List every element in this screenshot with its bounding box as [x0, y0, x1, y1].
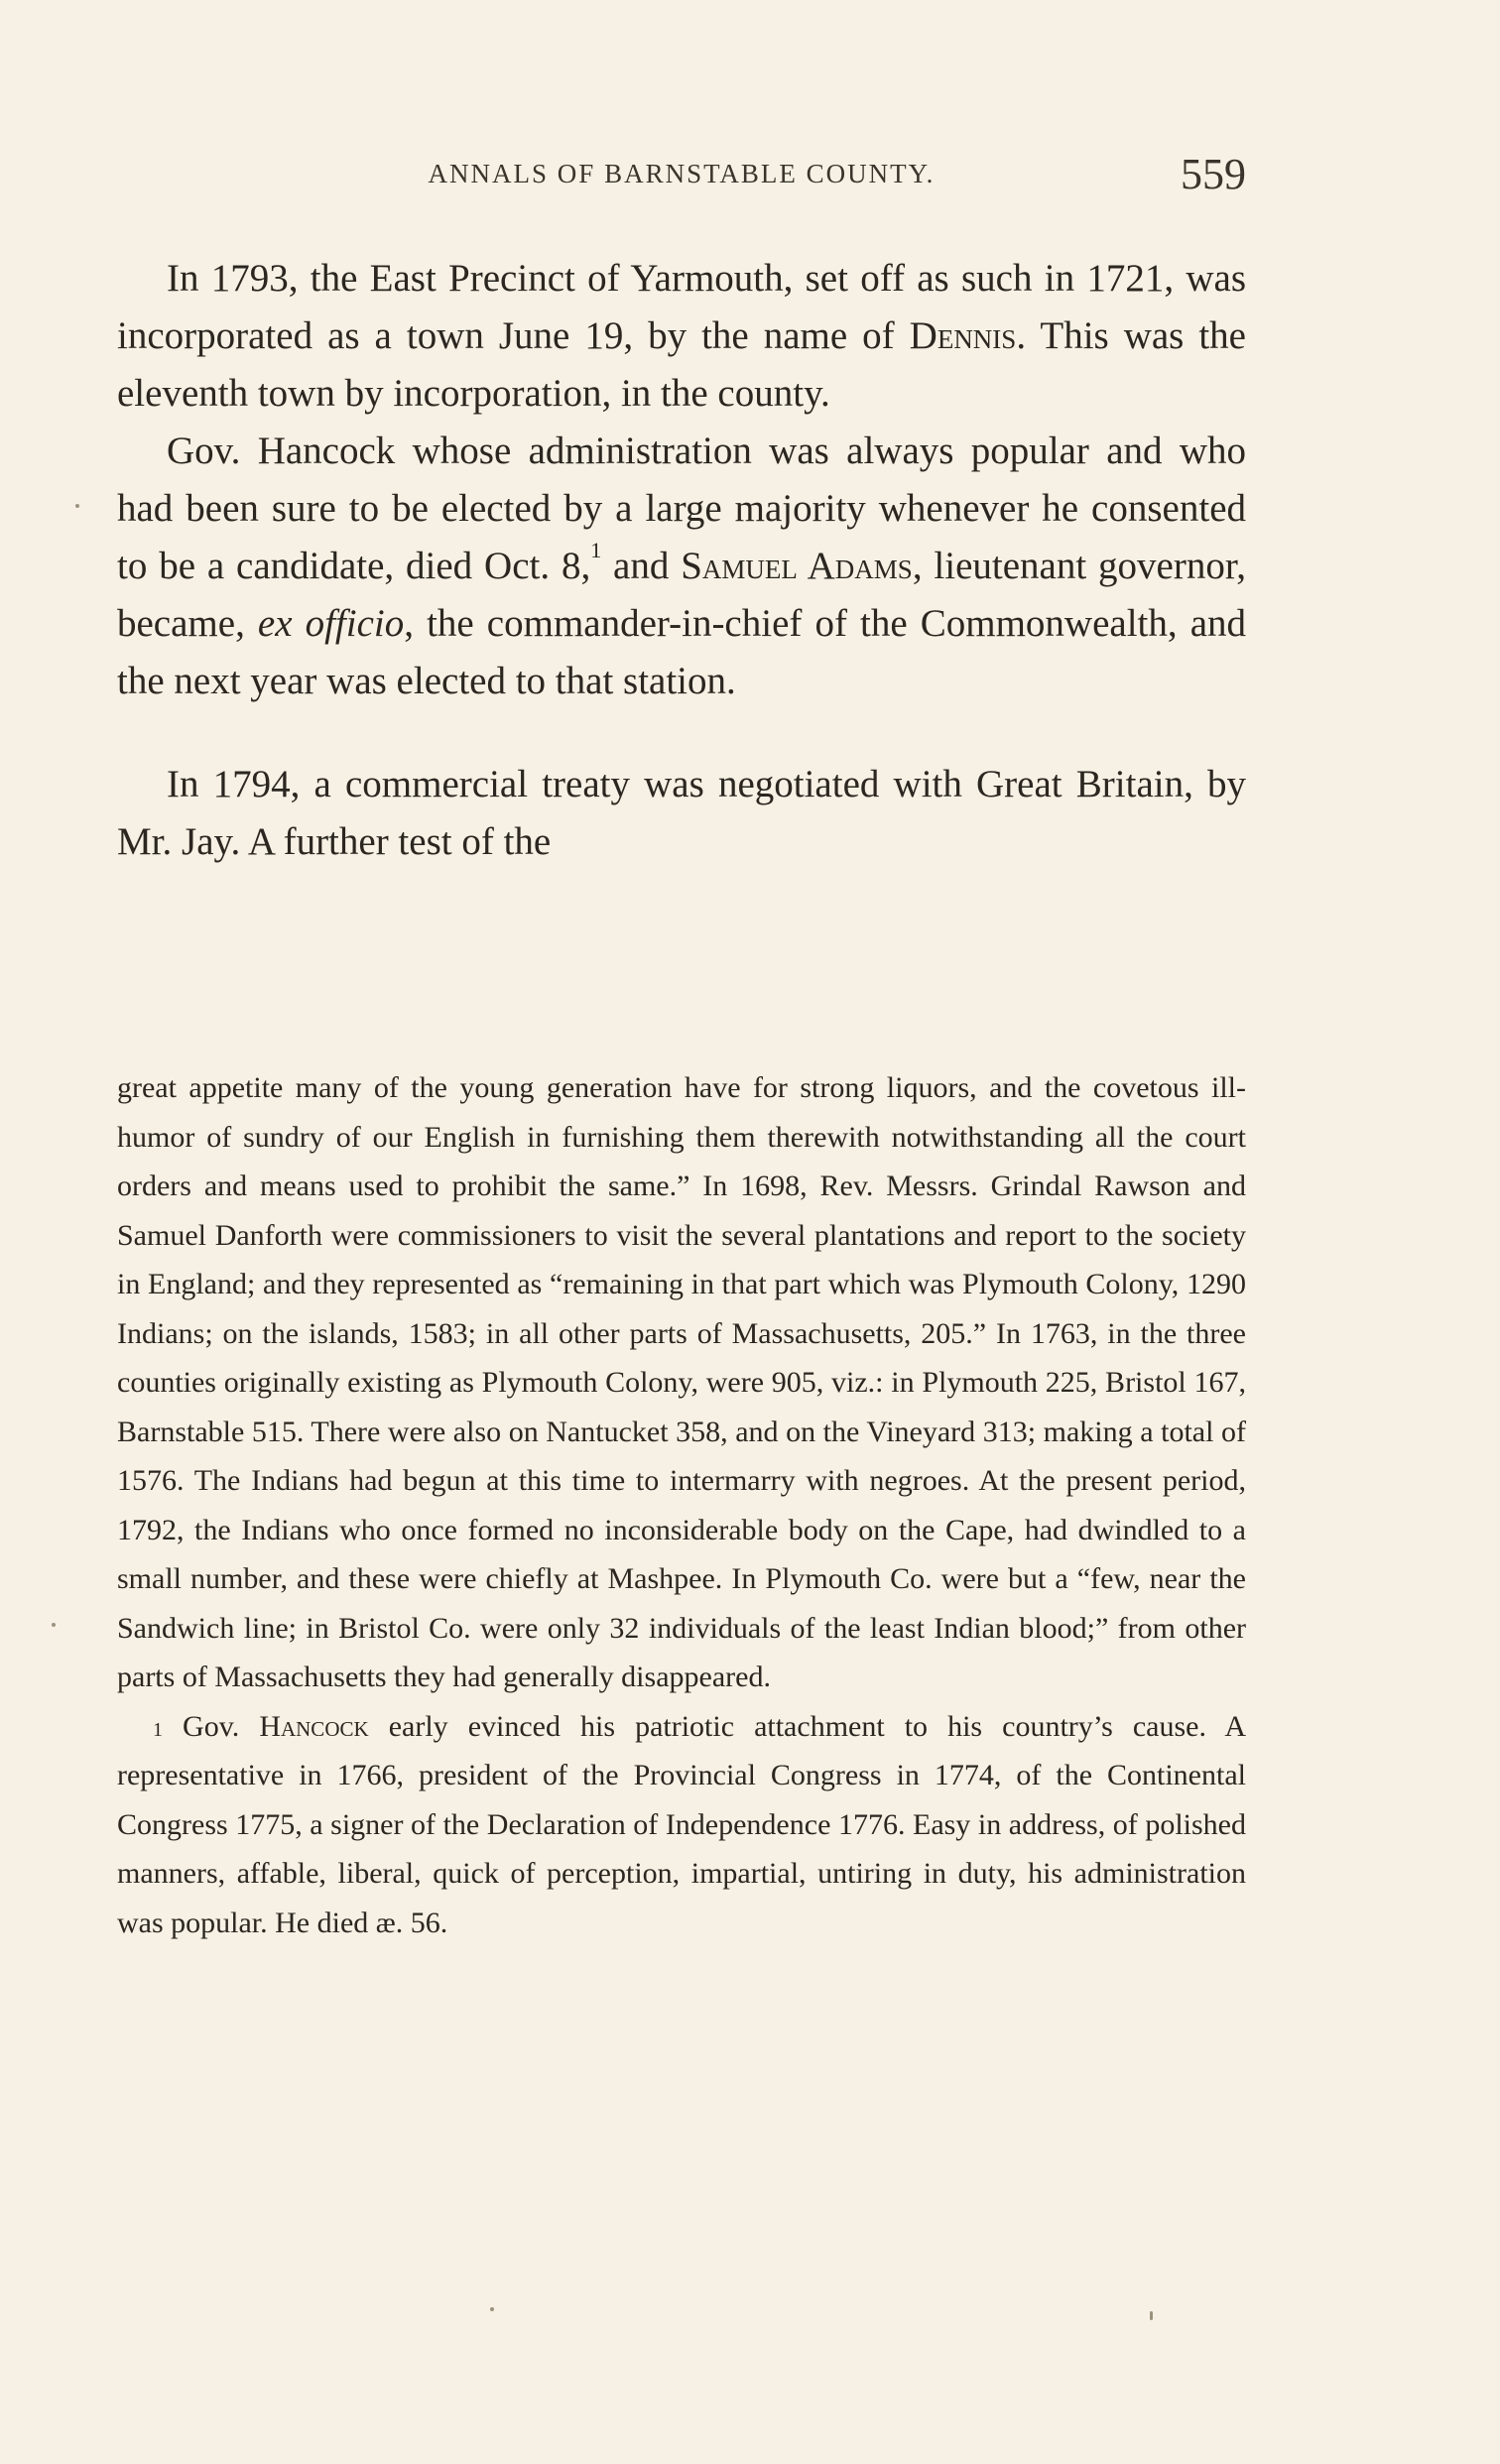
paragraph-hancock	[117, 423, 1246, 710]
paper-speck	[75, 504, 79, 508]
paragraph-jay-treaty: In 1794, a commercial treaty was negotiated with Great Britain, by Mr. Jay. A further test of the	[117, 763, 1246, 863]
paragraph-text: and	[601, 545, 682, 587]
footnote-text: early evinced his patriotic attachment to his country’s cause. A representative in 1766, president of the Provincial Congress in 1774, of the Continental Congress 1775, a signer of the Declaration of Independence 1776. Easy in address, of polished manners, affable, liberal, quick of perception, impartial, untiring in duty, his administration was popular. He died æ. 56.	[117, 1709, 1247, 1939]
footnote-continuation: great appetite many of the young generation have for strong liquors, and the covetous ill-humor of sundry of our English in furnishing them therewith notwithstanding all the court orders and means used to prohibit the same.” In 1698, Rev. Messrs. Grindal Rawson and Samuel Danforth were commissioners to visit the several plantations and report to the society in England; and they represented as “remaining in that part which was Plymouth Colony, 1290 Indians; on the islands, 1583; in all other parts of Massachusetts, 205.” In 1763, in the three counties originally existing as Plymouth Colony, were 905, viz.: in Plymouth 225, Bristol 167, Barnstable 515. There were also on Nantucket 358, and on the Vineyard 313; making a total of 1576. The Indians had begun at this time to intermarry with negroes. At the present period, 1792, the Indians who once formed no inconsiderable body on the Cape, had dwindled to a small number, and these were chiefly at Mashpee. In Plymouth Co. were but a “few, near the Sandwich line; in Bristol Co. were only 32 individuals of the least Indian blood;” from other parts of Massachusetts they had generally disappeared.	[117, 1071, 1246, 1693]
town-name-dennis: Dennis	[909, 314, 1017, 357]
latin-phrase: ex officio	[257, 602, 405, 645]
paper-speck	[1150, 2311, 1153, 2320]
paragraph-dennis	[117, 250, 1246, 423]
paper-speck	[52, 1623, 56, 1627]
person-name-samuel-adams: Samuel Adams	[681, 545, 913, 587]
footnotes	[117, 1063, 1246, 1947]
page-number: 559	[1181, 150, 1246, 198]
paragraph-text: In 1793, the East Precinct of Yarmouth, set off as such in 1721, was incorporated as a town June 19, by the name of	[117, 257, 1246, 357]
footnote-reference: 1	[590, 538, 602, 562]
footnote-text: Gov.	[183, 1709, 260, 1743]
footnote-marker: 1	[153, 1718, 163, 1741]
paragraph-text: Gov. Hancock whose administration was always popular and who had been sure to be elected by a large majority whenever he consented to be a candidate, died Oct. 8,	[117, 430, 1246, 587]
main-text	[117, 250, 1246, 871]
paper-speck	[490, 2307, 494, 2311]
paragraph-text: . This was the eleventh town by incorporation, in the county.	[117, 314, 1246, 415]
paragraph-text: , the commander-in-chief of the Commonwealth, and the next year was elected to that station.	[117, 602, 1246, 702]
paragraph-text: , lieutenant governor, became,	[117, 545, 1247, 645]
person-name-hancock: Hancock	[259, 1709, 369, 1743]
running-head	[117, 149, 1246, 200]
running-head-title: ANNALS OF BARNSTABLE COUNTY.	[428, 159, 936, 188]
footnote-1	[117, 1702, 1246, 1948]
